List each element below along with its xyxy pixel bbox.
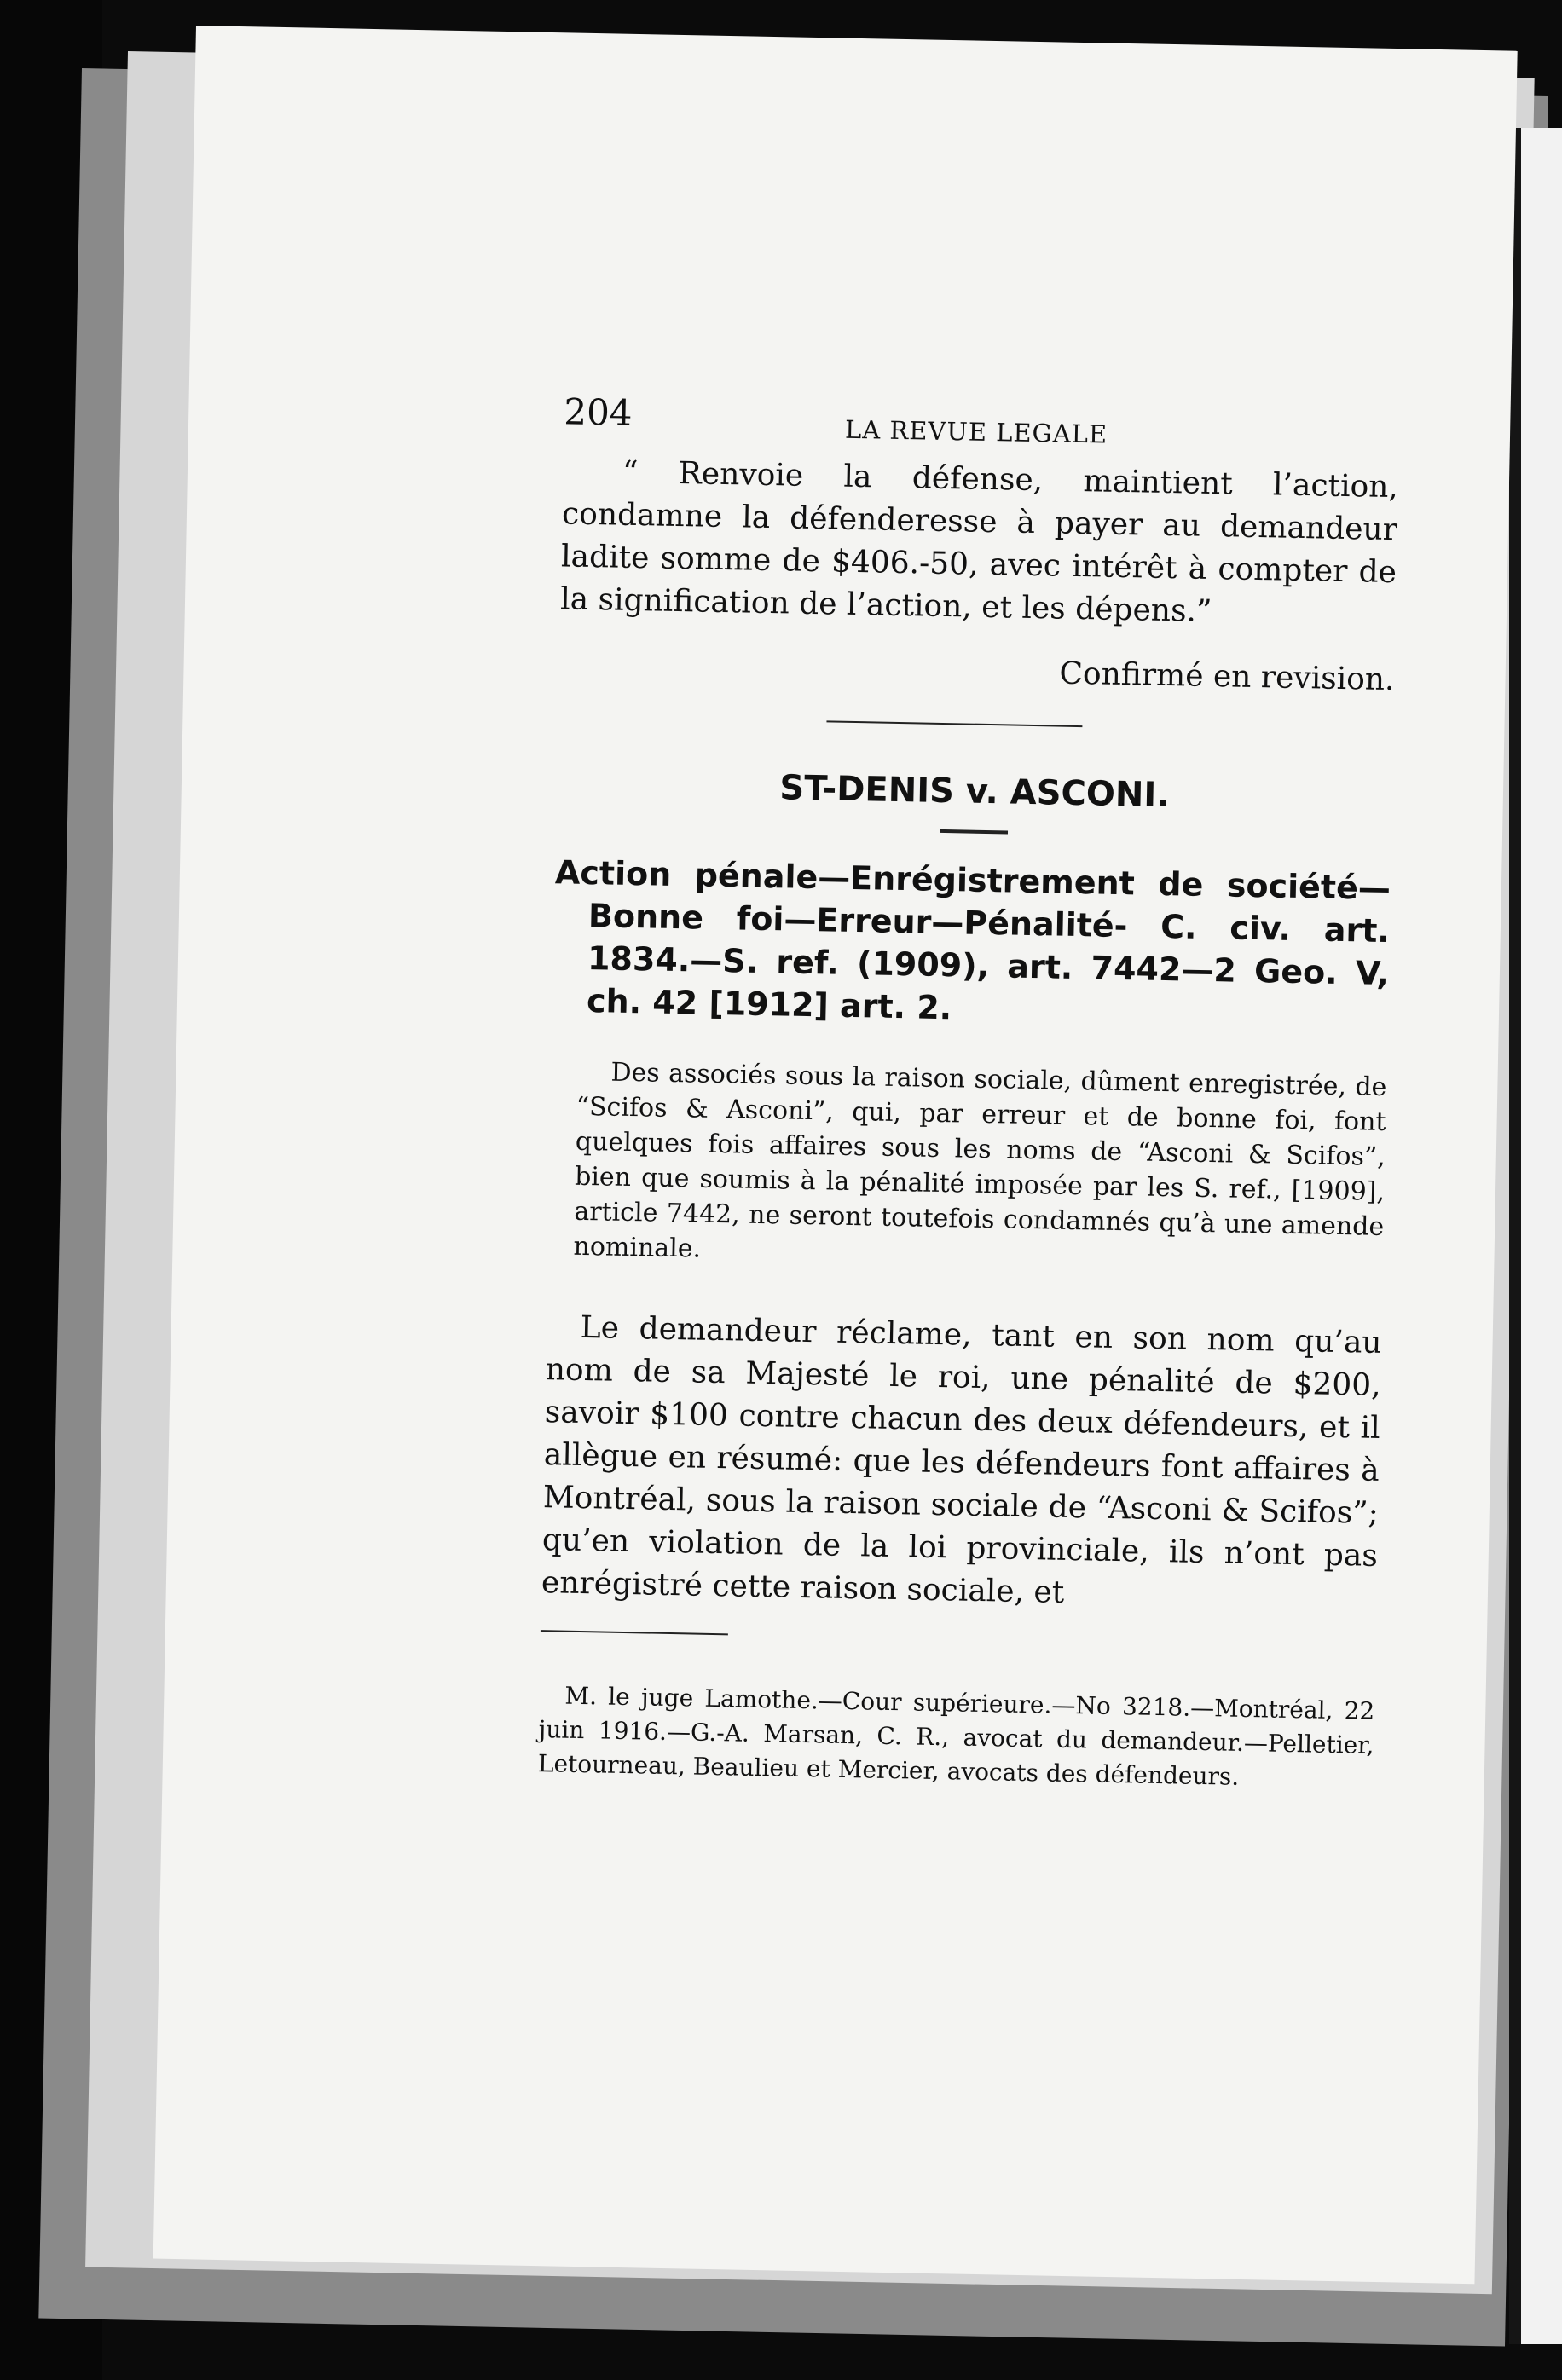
body-paragraph: Le demandeur réclame, tant en son nom qu’au nom de sa Majesté le roi, une pénalité de $200, savoir $100 contre chacun des deux défendeurs, et il allègue en résumé: que les défendeurs font affaires à Montréal, sous la raison sociale de “Asconi & Scifos”; qu’en violation de la loi provinciale, ils n’ont pas enrégistré cette raison sociale, et	[541, 1309, 1382, 1610]
case-title: ST-DENIS v. ASCONI.	[778, 768, 1170, 816]
footnote-rule	[541, 1630, 728, 1635]
book-page	[153, 26, 1518, 2284]
headnote-keywords: Action pénale—Enrégistrement de société—Bonne foi—Erreur—Pénalité- C. civ. art. 1834.—S. ref. (1909), art. 7442—2 Geo. V, ch. 42 [1912] art. 2.	[554, 853, 1391, 1027]
section-divider	[826, 720, 1082, 727]
case-summary: Des associés sous la raison sociale, dûment enregistrée, de “Scifos & Asconi”, qui, par erreur et de bonne foi, font quelques fois affaires sous les noms de “Asconi & Scifos”, bien que soumis à la pénalité imposée par les S. ref., [1909], article 7442, ne seront toutefois condamnés qu’à une amende nominale.	[573, 1057, 1387, 1264]
footnote: M. le juge Lamothe.—Cour supérieure.—No 3218.—Montréal, 22 juin 1916.—G.-A. Marsan, C. R., avocat du demandeur.—Pelletier, Letourneau, Beaulieu et Mercier, avocats des défendeurs.	[537, 1681, 1375, 1791]
page-number: 204	[563, 390, 633, 434]
quoted-judgment: “ Renvoie la défense, maintient l’action, condamne la défenderesse à payer au demandeur ladite somme de $406.-50, avec intérêt à compter de la signification de l’action, et les dépens.”	[559, 454, 1399, 629]
journal-title: LA REVUE LEGALE	[844, 414, 1108, 449]
facing-page-edge	[1509, 128, 1562, 2344]
confirmation-note: Confirmé en revision.	[1059, 656, 1395, 698]
title-rule	[940, 829, 1008, 835]
page-content	[538, 390, 1400, 1797]
